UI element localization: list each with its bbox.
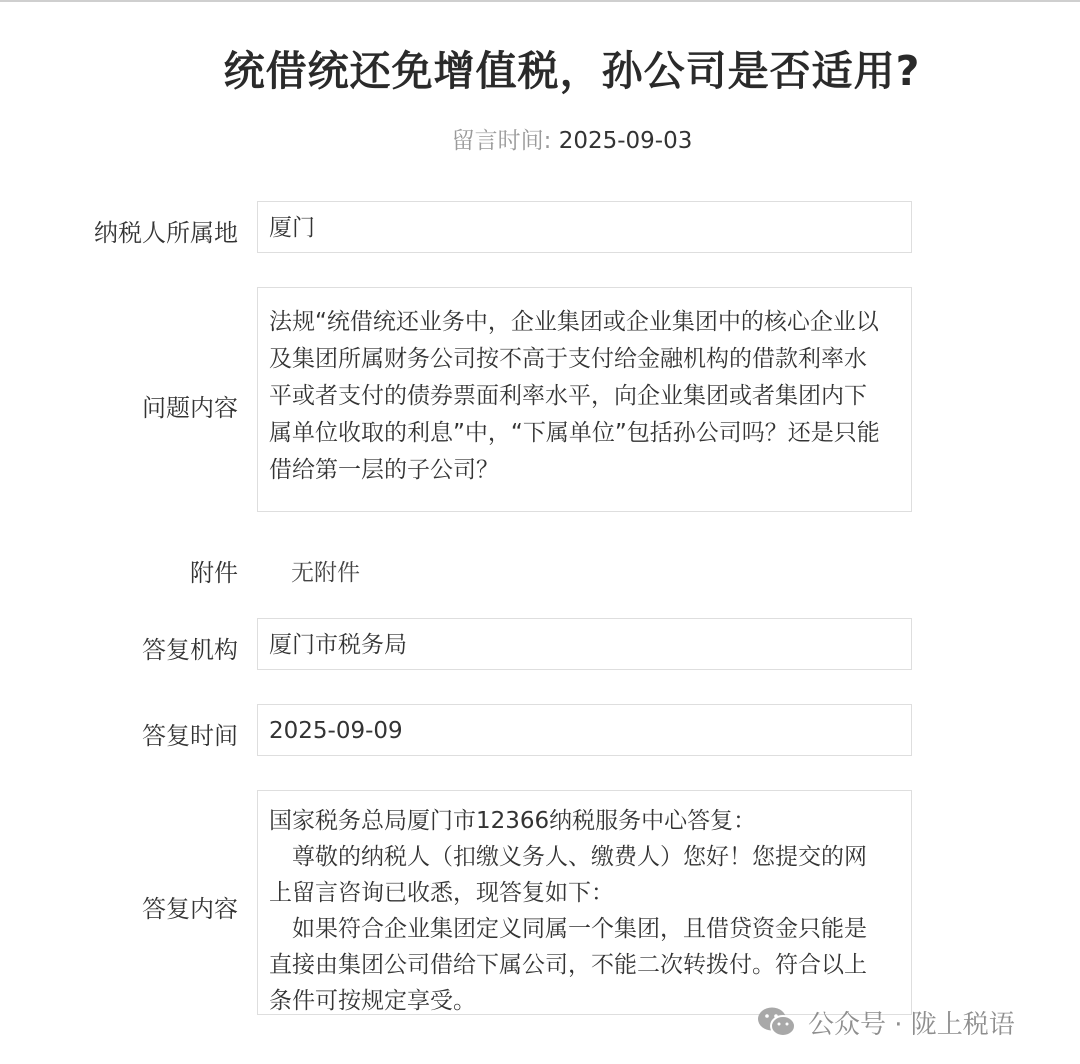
message-date xyxy=(0,122,1080,155)
reply-paragraph: 尊敬的纳税人（扣缴义务人、缴费人）您好！您提交的网上留言咨询已收悉，现答复如下： xyxy=(269,844,867,906)
watermark-text: 公众号 · 陇上税语 xyxy=(808,1009,1015,1040)
attachment-label: 附件 xyxy=(190,559,238,587)
reply-org-label: 答复机构 xyxy=(142,636,238,664)
wechat-icon xyxy=(756,1005,798,1039)
reply-content-field xyxy=(257,790,912,1015)
taxpayer-location-field: 厦门 xyxy=(257,201,912,253)
reply-paragraph: 如果符合企业集团定义同属一个集团，且借贷资金只能是直接由集团公司借给下属公司，不能二次转拨付。符合以上条件可按规定享受。 xyxy=(269,916,867,1014)
question-text: 法规“统借统还业务中，企业集团或企业集团中的核心企业以及集团所属财务公司按不高于支付给金融机构的借款利率水平或者支付的债券票面利率水平，向企业集团或者集团内下属单位收取的利息”中，“下属单位”包括孙公司吗？还是只能借给第一层的子公司？ xyxy=(269,309,880,483)
watermark xyxy=(756,1000,1015,1044)
top-divider xyxy=(0,0,1080,2)
message-date-value: 2025-09-03 xyxy=(558,128,693,154)
question-label: 问题内容 xyxy=(142,394,238,422)
reply-org-field: 厦门市税务局 xyxy=(257,618,912,670)
reply-paragraph: 国家税务总局厦门市12366纳税服务中心答复： xyxy=(269,808,757,834)
reply-content-label: 答复内容 xyxy=(142,895,238,923)
taxpayer-location-label: 纳税人所属地 xyxy=(94,219,238,247)
reply-time-label: 答复时间 xyxy=(142,722,238,750)
question-field xyxy=(257,287,912,512)
page-title: 统借统还免增值税，孙公司是否适用? xyxy=(223,47,921,95)
attachment-value: 无附件 xyxy=(291,560,360,586)
message-date-label: 留言时间: xyxy=(451,128,552,154)
reply-time-field: 2025-09-09 xyxy=(257,704,912,756)
